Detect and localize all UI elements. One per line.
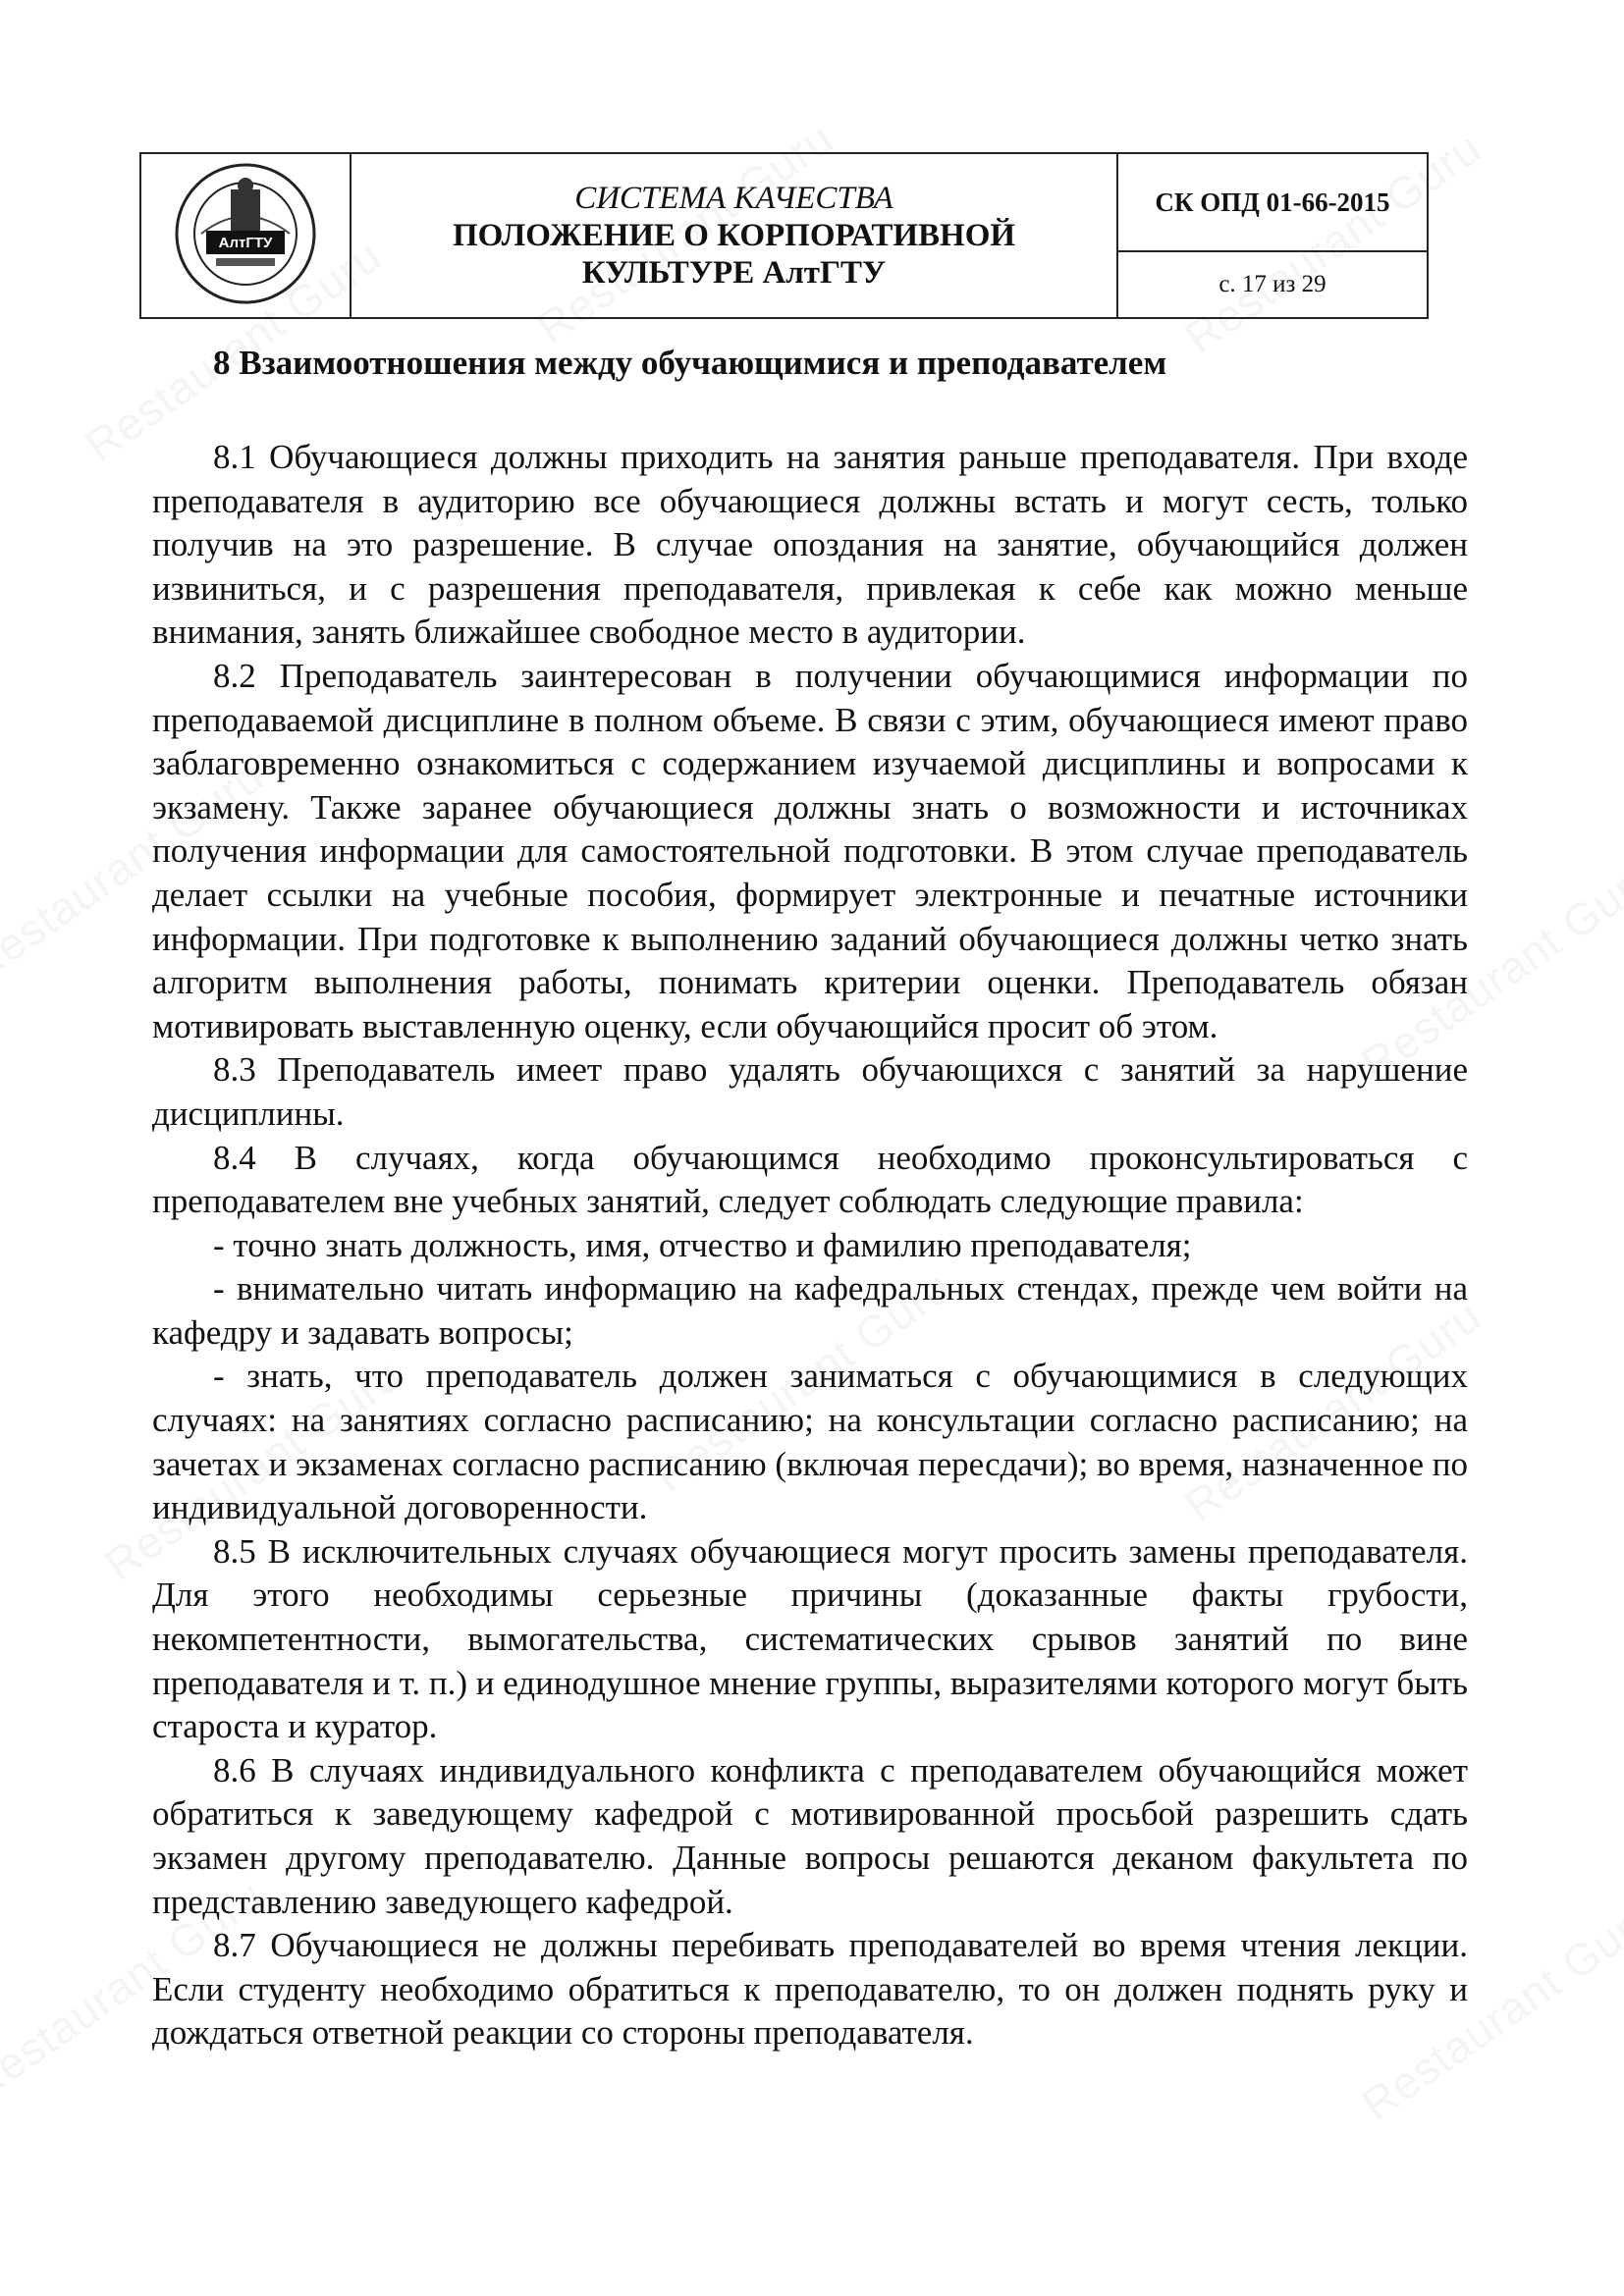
paragraph: 8.6 В случаях индивидуального конфликта с преподавателем обучающийся может обратиться к заведующему кафедрой с мотивированной просьбой разрешить сдать экзамен другому преподавателю. Данные вопросы решаются деканом факультета по представлению заведующего кафедрой. xyxy=(152,1750,1468,1921)
document-header xyxy=(139,152,1429,319)
list-item: - точно знать должность, имя, отчество и фамилию преподавателя; xyxy=(213,1225,1192,1264)
section-heading: 8 Взаимоотношения между обучающимися и преподавателем xyxy=(213,344,1167,382)
paragraph: 8.3 Преподаватель имеет право удалять обучающихся с занятий за нарушение дисциплины. xyxy=(152,1050,1468,1133)
document-code: СК ОПД 01-66-2015 xyxy=(1117,153,1428,251)
list-item: - внимательно читать информацию на кафедральных стендах, прежде чем войти на кафедру и задавать вопросы; xyxy=(152,1269,1468,1352)
section-body xyxy=(152,342,1468,2056)
document-title-line: ПОЛОЖЕНИЕ О КОРПОРАТИВНОЙ xyxy=(452,218,1016,253)
document-title xyxy=(351,153,1117,318)
paragraph: 8.5 В исключительных случаях обучающиеся могут просить замены преподавателя. Для этого необходимы серьезные причины (доказанные факты грубости, некомпетентности, вымогательства, систематических срывов занятий по вине преподавателя и т. п.) и единодушное мнение группы, выразителями которого могут быть староста и куратор. xyxy=(152,1531,1468,1746)
paragraph: 8.2 Преподаватель заинтересован в получении обучающимися информации по преподаваемой дисциплине в полном объеме. В связи с этим, обучающиеся имеют право заблаговременно ознакомиться с содержанием изучаемой дисциплины и вопросами к экзамену. Также заранее обучающиеся должны знать о возможности и источниках получения информации для самостоятельной подготовки. В этом случае преподаватель делает ссылки на учебные пособия, формирует электронные и печатные источники информации. При подготовке к выполнению заданий обучающиеся должны четко знать алгоритм выполнения работы, понимать критерии оценки. Преподаватель обязан мотивировать выставленную оценку, если обучающийся просит об этом. xyxy=(152,656,1468,1045)
paragraph: 8.7 Обучающиеся не должны перебивать преподавателей во время чтения лекции. Если студенту необходимо обратиться к преподавателю, то он должен поднять руку и дождаться ответной реакции со стороны преподавателя. xyxy=(152,1926,1468,2053)
svg-text:АлтГТУ: АлтГТУ xyxy=(218,234,273,251)
quality-system-title: СИСТЕМА КАЧЕСТВА xyxy=(574,181,893,216)
paragraph: 8.4 В случаях, когда обучающимся необходимо проконсультироваться с преподавателем вне учебных занятий, следует соблюдать следующие правила: xyxy=(152,1138,1468,1221)
page-number: с. 17 из 29 xyxy=(1117,251,1428,318)
logo-cell xyxy=(140,153,351,318)
document-title-line: КУЛЬТУРЕ АлтГТУ xyxy=(581,255,887,291)
university-seal-icon xyxy=(162,160,329,307)
list-item: - знать, что преподаватель должен заниматься с обучающимися в следующих случаях: на занятиях согласно расписанию; на консультации согласно расписанию; на зачетах и экзаменах согласно расписанию (включая пересдачи); во время, назначенное по индивидуальной договоренности. xyxy=(152,1357,1468,1527)
paragraph: 8.1 Обучающиеся должны приходить на занятия раньше преподавателя. При входе преподавателя в аудиторию все обучающиеся должны встать и могут сесть, только получив на это разрешение. В случае опоздания на занятие, обучающийся должен извиниться, и с разрешения преподавателя, привлекая к себе как можно меньше внимания, занять ближайшее свободное место в аудитории. xyxy=(152,438,1468,652)
